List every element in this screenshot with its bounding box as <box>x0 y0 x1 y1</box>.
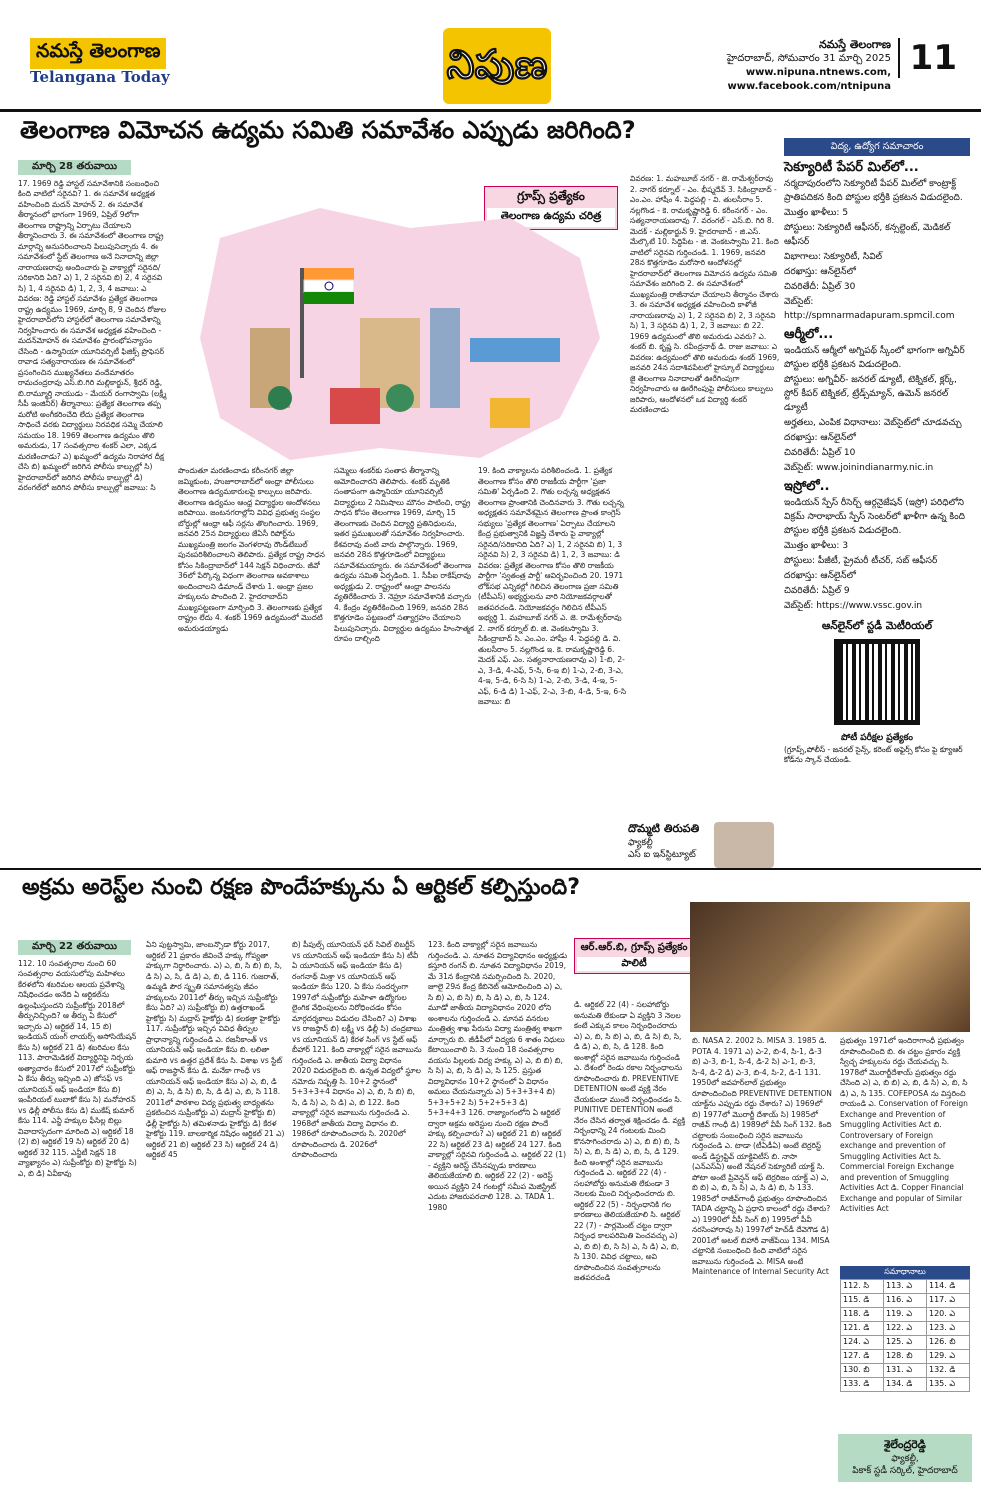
section-text: ఇండియన్ ఆర్మీలో అగ్నిపథ్ స్కీంలో భాగంగా అగ్నివీర్ పోస్టుల భర్తీకి ప్రకటన విడుదలైంది. <box>784 346 965 370</box>
story1-col2-text: పొందుతూ మరణించాడు కరీంనగర్ జిల్లా జమ్మికుంట, హుజూరాబాద్‌లో ఆంధ్రా పోలీసులు తెలంగాణ ఉద్యమకారులపై కాల్పులు జరిపారు. తెలంగాణ ఉద్యమం ఆంధ్ర విద్యార్థుల ఆందోళనలు జరిపాయి. జంటనగరాల్లోని వివిధ ప్రభుత్వ సంస్థల బోర్డుల్లో ఆంధ్రా ఆఫీ సర్లను తొలగించారు. 1969, జనవరి 25న విద్యార్థులు జేఏసీ రిపోర్ట్‌ను ముఖ్యమంత్రి జలగం వెంగళరావు రౌండ్‌టేబుల్ పునఃపరిశీలించాలని తెలిపారు. ప్రత్యేక రాష్ట్ర సాధన కోసం సికింద్రాబాద్‌లో 144 సెక్షన్ విధించారు. జీవో 36లో పేర్కొన్న విధంగా తెలంగాణ అవకాశాలు అందించాలని డిమాండ్ చేశారు 1. ఆంధ్రా ప్రజల హక్కులను పొందింది 2. హైదరాబాద్‌ని ముఖ్యపట్టణంగా మార్చింది 3. తెలంగాణకు ప్రత్యేక రాష్ట్రం లేదు 4. శంకర్ 1969 ఉద్యమంలో మొదటి అమరుడయ్యాడు <box>178 466 325 633</box>
list-item: చివరితేదీ: ఏప్రిల్ 9 <box>784 586 850 596</box>
story1-col5-text: వివరణ: 1. మహబూబ్ నగర్ - జె. రామేశ్వర్‌రావు 2. నాగర్ కర్నూల్ - ఎం. భీష్మదేవ్ 3. సికింద్రాబాద్ - ఎం.ఎం. హాషీం 4. పెద్దపల్లి - వి. తులసీరాం 5. నల్లగొండ - కె. రామకృష్ణారెడ్డి 6. కరీంనగర్ - ఎం. సత్యనారాయణరావు 7. వరంగల్ - ఎస్.బి. గిరి 8. మెదక్ - మల్లికార్జున్ 9. హైదరాబాద్ - జి.ఎస్. మేల్కొటే 10. సిద్దిపేట - జి. వెంకటస్వామి 21. కింది వాటిలో సరైనవి గుర్తించండి. 1. 1969, జనవరి 28న కొత్తగూడెం మరోసారి ఆందోళనల్లో హైదరాబాద్‌లో తెలంగాణ విమోచన ఉద్యమ సమితి సమావేశం జరిగింది 2. ఈ సమావేశంలో ముఖ్యమంత్రి రాజీనామా చేయాలని తీర్మానం చేశారు 3. ఈ సమావేశ అధ్యక్షత వహించింది కాళోజీ నారాయణరావు ఎ) 1, 2 సరైనవి బి) 2, 3 సరైనవి సి) 1, 3 సరైనవి డి) 1, 2, 3 జవాబు: బి 22. 1969 ఉద్యమంలో తొలి అమరుడు ఎవరు? ఎ. శంకర్ బి. కృష్ణ సి. రవీంద్రనాథ్ డి. రాజు జవాబు: ఎ వివరణ: ఉద్యమంలో తొలి అమరుడు శంకర్ 1969, జనవరి 24న సదాశివపేటలో హైస్కూల్ విద్యార్థులు జై తెలంగాణ నినాదాలతో ఊరేగింపుగా నిర్వహించారు ఆ ఊరేగింపుపై పోలీసులు కాల్పులు జరిపారు, ఆందోళనలో ఒక విద్యార్థి శంకర్ మరణించాడు <box>630 174 780 414</box>
section-title-army: ఆర్మీలో... <box>784 327 834 342</box>
table-cell: 131. ఎ <box>884 1364 927 1378</box>
table-cell: 134. డి <box>884 1378 927 1392</box>
story1-column-1 <box>18 160 168 860</box>
story2-col3-text: బి) పీపుల్స్ యూనియన్ ఫర్ సివిల్ లిబర్టీస్ vs యూనియన్ ఆఫ్ ఇండియా కేసు సి) టీవీ ఏ యూనియన్ ఆఫ్ ఇండియా కేసు డి) రంగనాథ్ మిశ్రా vs యూనియన్ ఆఫ్ ఇండియా కేసు 120. ఏ కేసు సందర్భంగా 1997లో సుప్రీంకోర్టు మహిళా ఉద్యోగుల లైంగిక వేధింపులను నిరోధించడం కోసం మార్గదర్శకాలు విడుదల చేసింది? ఎ) విశాఖ vs రాజస్థాన్ బి) లక్ష్మీ vs ఢిల్లీ సి) చంద్రబాబు vs యూనియన్ డి) కేరళ సింగ్ vs స్టేట్ ఆఫ్ బీహార్ 121. కింది వాక్యాల్లో సరైన జవాబును గుర్తించండి ఎ. జాతీయ విద్యా విధానం 2020 విడుదలైంది బి. ఉన్నత విద్యలో స్థూల నమోదు నిష్పత్తి సి. 10+2 స్థానంలో 5+3+3+4 విధానం ఎ) ఎ, బి, సి బి) బి, సి, డి సి) ఎ, సి డి) ఎ, బి 122. కింది వాక్యాల్లో సరైన జవాబును గుర్తించండి ఎ. 1968లో జాతీయ విద్యా విధానం బి. 1986లో రూపొందించారు సి. 2020లో రూపొందించారు డి. 2026లో రూపొందించారు <box>292 940 422 1159</box>
sidebar-heading: విద్య, ఉద్యోగ సమాచారం <box>784 138 970 156</box>
table-cell: 125. ఎ <box>884 1336 927 1350</box>
story2-column-7 <box>840 1036 970 1260</box>
table-cell: 120. ఎ <box>927 1308 970 1322</box>
table-cell: 112. సి <box>841 1280 884 1294</box>
section-title-isro: ఇస్రోలో.. <box>784 479 830 494</box>
author-name: శైలేంద్రరెడ్డి <box>884 1438 926 1451</box>
story1-column-2 <box>178 466 328 860</box>
story2-column-3 <box>292 940 422 1495</box>
table-cell: 135. ఎ <box>927 1378 970 1392</box>
exam-special-label: పోటీ పరీక్షల ప్రత్యేకం <box>841 733 913 743</box>
story1-col3-text: సమ్మెలు శంకర్‌కు సంతాప తీర్మానాన్ని ఆమోదించారని తెలిపారు. శంకర్ మృతికి సంతాపంగా ఉస్మానియా యూనివర్సిటీ విద్యార్థులు 2 నిమిషాలు మౌనం పాటించి, రాష్ట్ర సాధన కోసం తెలంగాణ 1969, మార్చి 15 తెలంగాణకు చెందిన విద్యార్థి ప్రతినిధులను, ఇతర ప్రముఖులతో సమావేశం నిర్వహించారు. కేశవరావు వంటి వారు పాల్గొన్నారు. 1969, జనవరి 28న కొత్తగూడెంలో విద్యార్థులు సమావేశమయ్యారు. ఈ సమావేశంలో తెలంగాణ ఉద్యమ సమితి ఏర్పడింది. 1. సీపీఐ రాకేష్‌రావు అధ్యక్షుడు 2. రాష్ట్రంలో ఆంధ్రా పాలనను వ్యతిరేకించారు 3. నెహ్రూ సమావేశానికి వచ్చారు 4. కేంద్రం వ్యతిరేకించింది 1969, జనవరి 28న కొత్తగూడెం పట్టణంలో సత్యాగ్రహం చేయాలని పిలుపునిచ్చారు. విద్యార్థుల ఉద్యమం హింసాత్మక రూపం దాల్చింది <box>334 466 474 643</box>
table-cell: 119. ఎ <box>884 1308 927 1322</box>
list-item: చివరితేదీ: ఏప్రిల్ 30 <box>784 282 856 292</box>
nipuna-logo: నిపుణ <box>443 28 551 104</box>
story2-column-1 <box>18 940 138 1495</box>
story2-column-4 <box>428 940 568 1495</box>
badge-subtitle: పాలిటీ <box>577 957 691 971</box>
table-cell: 126. బి <box>927 1336 970 1350</box>
author-role: ఫ్యాకల్టీ, <box>891 1454 919 1464</box>
section-isro <box>784 496 970 613</box>
story2-column-2 <box>146 940 286 1495</box>
table-row <box>841 1308 970 1322</box>
story1-col4-text: 19. కింది వాక్యాలను పరిశీలించండి. 1. ప్రత్యేక తెలంగాణ కోసం తొలి రాజకీయ పార్టీగా 'ప్రజా సమితి' ఏర్పడింది 2. గౌతు లచ్చన్న అధ్యక్షతన తెలంగాణ ప్రాంతానికి చెందినవారు 3. గౌతు లచ్చన్న అధ్యక్షతన సమావేశమైన తెలంగాణ ప్రాంత కాంగ్రెస్ సభ్యులు 'ప్రత్యేక తెలంగాణ' ఏర్పాటు చేయాలని కేంద్ర ప్రభుత్వానికి విజ్ఞప్తి చేశారు పై వాక్యాల్లో సరైనది/సరికానిది ఏది? ఎ) 1, 2 సరైనవి బి) 1, 3 సరైనవి సి) 2, 3 సరైనవి డి) 1, 2, 3 జవాబు: డి వివరణ: ప్రత్యేక తెలంగాణ కోసం తొలి రాజకీయ పార్టీగా 'స్వతంత్ర పార్టీ' ఆవిర్భవించింది 20. 1971 లోక్‌సభ ఎన్నికల్లో గెలిచిన తెలంగాణ ప్రజా సమితి (టీపీఎస్) అభ్యర్థులను వారి నియోజకవర్గాలతో జతపరచండి. నియోజకవర్గం గెలిచిన టీపీఎస్ అభ్యర్థి 1. మహబూబ్ నగర్ ఎ. జె. రామేశ్వర్‌రావు 2. నాగర్ కర్నూల్ బి. జి. వెంకటస్వామి 3. సికింద్రాబాద్ సి. ఎం.ఎం. హాషీం 4. పెద్దపల్లి డి. వి. తులసీరాం 5. నల్లగొండ ఇ. కె. రామకృష్ణారెడ్డి 6. మెదక్ ఎఫ్. ఎం. సత్యనారాయణరావు ఎ) 1-బి, 2-ఎ, 3-డి, 4-ఎఫ్, 5-సి, 6-ఇ బి) 1-ఎ, 2-బి, 3-ఎ, 4-ఇ, 5-డి, 6-సి సి) 1-ఎ, 2-బి, 3-డి, 4-ఇ, 5-ఎఫ్, 6-డి డి) 1-ఎఫ్, 2-ఎ, 3-బి, 4-డి, 5-ఇ, 6-సి జవాబు: బి <box>478 466 627 706</box>
story2-column-5 <box>574 1000 686 1495</box>
table-row <box>841 1350 970 1364</box>
table-cell: 132. డి <box>927 1364 970 1378</box>
table-cell: 129. ఎ <box>927 1350 970 1364</box>
story2-col5-text: డి. ఆర్టికల్ 22 (4) - సలహాబోర్డు అనుమతి లేకుండా ఏ వ్యక్తిని 3 నెలల కంటే ఎక్కువ కాలం నిర్బంధించరాదు ఎ) ఎ, బి, సి బి) ఎ, బి, డి సి) బి, సి, డి డి) ఎ, బి, సి, డి 128. కింది అంశాల్లో సరైన జవాబును గుర్తించండి ఎ. దేశంలో రెండు రకాల నిర్బంధాలను రూపొందించారు బి. PREVENTIVE DETENTION అంటే వ్యక్తి నేరం చేయకుండా ముందే నిర్బంధించడం సి. PUNITIVE DETENTION అంటే నేరం చేసిన తర్వాత శిక్షించడం డి. వ్యక్తి నిర్బంధాన్ని 24 గంటలకు మించి కొనసాగించరాదు ఎ) ఎ, బి బి) బి, సి సి) ఎ, బి, సి డి) ఎ, బి, సి, డి 129. కింది అంశాల్లో సరైన జవాబును గుర్తించండి ఎ. ఆర్టికల్ 22 (4) - సలహాబోర్డు అనుమతి లేకుండా 3 నెలలకు మించి నిర్బంధించరాదు బి. ఆర్టికల్ 22 (5) - నిర్బంధానికి గల కారణాలు తెలియజేయాలి సి. ఆర్టికల్ 22 (7) - పార్లమెంట్ చట్టం ద్వారా నిర్బంధ కాలపరిమితి పెంచవచ్చు ఎ) ఎ, బి బి) బి, సి సి) ఎ, సి డి) ఎ, బి, సి 130. వివిధ చట్టాలు, అవి రూపొందించిన సంవత్సరాలను జతపరచండి <box>574 1000 686 1282</box>
story2-headline: అక్రమ అరెస్ట్‌ల నుంచి రక్షణ పొందేహక్కును ఏ ఆర్టికల్ కల్పిస్తుంది? <box>22 875 580 900</box>
table-row <box>841 1322 970 1336</box>
story2-col4-text: 123. కింది వాక్యాల్లో సరైన జవాబును గుర్తించండి. ఎ. నూతన విద్యావిధానం అధ్యక్షుడు కస్తూరి రంగన్ బి. నూతన విద్యావిధానం 2019, మే 31న కేంద్రానికి సమర్పించింది సి. 2020, జూలై 29న కేంద్ర కేబినెట్ ఆమోదించింది ఎ) ఎ, సి బి) ఎ, బి సి) బి, సి డి) ఎ, బి, సి 124. మూడో జాతీయ విద్యావిధానం 2020 లోని అంశాలను గుర్తించండి ఎ. మానవ వనరుల మంత్రిత్వ శాఖ పేరును విద్యా మంత్రిత్వ శాఖగా మార్చారు బి. జీడీపీలో విద్యకు 6 శాతం నిధులు కేటాయించాలి సి. 3 నుంచి 18 సంవత్సరాల వయసు పిల్లలకు విద్య హక్కు ఎ) ఎ, బి బి) బి, సి సి) ఎ, బి, సి డి) ఎ, సి 125. ప్రస్తుత విద్యావిధానం 10+2 స్థానంలో ఏ విధానం అమలు చేయనున్నారు ఎ) 5+3+3+4 బి) 5+3+5+2 సి) 5+2+5+3 డి) 5+3+4+3 126. రాజ్యాంగంలోని ఏ ఆర్టికల్ ద్వారా అక్రమ అరెస్టుల నుంచి రక్షణ పొందే హక్కు కల్పించారు? ఎ) ఆర్టికల్ 21 బి) ఆర్టికల్ 22 సి) ఆర్టికల్ 23 డి) ఆర్టికల్ 24 127. కింది వాక్యాల్లో సరైనవి గుర్తించండి ఎ. ఆర్టికల్ 22 (1) - వ్యక్తిని అరెస్ట్ చేసినప్పుడు కారణాలు తెలియజేయాలి బి. ఆర్టికల్ 22 (2) - అరెస్ట్ అయిన వ్యక్తిని 24 గంటల్లో సమీప మెజిస్ట్రేట్ ఎదుట హాజరుపరచాలి 128. ఎ. TADA 1. 1980 <box>428 940 568 1212</box>
author2-byline <box>838 1434 972 1482</box>
table-cell: 127. డి <box>841 1350 884 1364</box>
section-army <box>784 344 970 475</box>
qr-code-icon[interactable] <box>834 639 920 725</box>
page-number: 11 <box>898 38 957 78</box>
list-item: అర్హతలు, ఎంపిక విధానాలు: వెబ్‌సైట్‌లో చూడవచ్చు <box>784 418 962 428</box>
table-cell: 117. ఎ <box>927 1294 970 1308</box>
masthead-date: హైదరాబాద్, సోమవారం 31 మార్చి 2025 <box>726 53 891 64</box>
table-cell: 118. డి <box>841 1308 884 1322</box>
list-item: దరఖాస్తు: ఆన్‌లైన్‌లో <box>784 571 856 581</box>
story1-headline: తెలంగాణ విమోచన ఉద్యమ సమితి సమావేశం ఎప్పుడు జరిగింది? <box>20 116 636 144</box>
list-item: దరఖాస్తు: ఆన్‌లైన్‌లో <box>784 267 856 277</box>
list-item: మొత్తం ఖాళీలు: 3 <box>784 541 849 551</box>
section-spmcil <box>784 177 970 323</box>
telangana-illustration <box>180 198 610 468</box>
section-divider <box>0 868 981 870</box>
badge-subtitle: తెలంగాణ ఉద్యమ చరిత్ర <box>487 208 615 227</box>
story1-column-3 <box>334 466 474 860</box>
online-material-title: ఆన్‌లైన్‌లో స్టడీ మెటీరియల్ <box>821 620 933 632</box>
gavel-scales-image <box>690 902 970 1032</box>
table-cell: 113. ఎ <box>884 1280 927 1294</box>
paper-name-english: Telangana Today <box>30 68 170 86</box>
author-photo <box>714 822 774 868</box>
table-cell: 130. బి <box>841 1364 884 1378</box>
story1-column-5 <box>630 174 780 818</box>
list-item: దరఖాస్తు: ఆన్‌లైన్‌లో <box>784 433 856 443</box>
story2-column-6 <box>692 1036 832 1495</box>
table-cell: 133. డి <box>841 1378 884 1392</box>
qr-note: (గ్రూప్స్,పోలీస్ - జనరల్ సైన్స్, కరెంట్ అఫైర్స్ కోసం పై క్యూఆర్ కోడ్‌ను స్కాన్ చేయండి. <box>784 745 963 764</box>
table-cell: 121. డి <box>841 1322 884 1336</box>
story1-column-4 <box>478 466 628 860</box>
section-text: ఇండియన్ స్పేస్ రీసెర్చ్ ఆర్గనైజేషన్ (ఇస్రో) పరిధిలోని విక్రమ్ సారాభాయ్ స్పేస్ సెంటర్‌లో ఖాళీగా ఉన్న కింది పోస్టుల భర్తీకి ప్రకటన విడుదలైంది. <box>784 498 965 536</box>
masthead-paper: నమస్తే తెలంగాణ <box>818 38 891 51</box>
table-cell: 116. ఎ <box>884 1294 927 1308</box>
story2-col7-text: ప్రభుత్వం 1971లో ఇందిరాగాంధీ ప్రభుత్వం రూపొందించింది బి. ఈ చట్టం ప్రకారం వ్యక్తి స్వేచ్ఛ హక్కులను రద్దు చేయవచ్చు సి. 1978లో మొరార్జీదేశాయ్ ప్రభుత్వం రద్దు చేసింది ఎ) ఎ, బి బి) ఎ, బి, డి సి) ఎ, బి, సి డి) ఎ, సి 135. COFEPOSA ను విస్తరించి రాయండి ఎ. Conservation of Foreign Exchange and Prevention of Smuggling Activities Act బి. Controversary of Foreign exchange and prevention of Smuggling Activities Act సి. Commercial Foreign Exchange and prevention of Smuggling Activities Act డి. Copper Financial Exchange and popular of Similar Activities Act <box>840 1036 968 1213</box>
table-cell: 114. డి <box>927 1280 970 1294</box>
answers-heading: సమాధానాలు <box>840 1266 970 1279</box>
answers-table <box>840 1266 970 1392</box>
author-role: ఫ్యాకల్టీ <box>628 838 653 848</box>
list-item: చివరితేదీ: ఏప్రిల్ 10 <box>784 448 856 458</box>
table-cell: 128. బి <box>884 1350 927 1364</box>
table-cell: 124. ఎ <box>841 1336 884 1350</box>
story2-col2-text: ఏని పుట్టస్వామి, జాంబన్సొడా కోర్టు 2017, ఆర్టికల్ 21 ప్రకారం జీవించే హక్కు గోప్యతా హక్కుగా నిర్ధారించారు. ఎ) ఎ, బి, సి బి) బి, సి, డి సి) ఎ, సి, డి డి) ఎ, బి, డి 116. గుజరాత్, ఉమ్మడి పౌర స్మృతి సమానత్వపు జీవం హక్కులను 2011లో తీర్పు ఇచ్చిన సుప్రీంకోర్టు కేసు ఏది? ఎ) సుప్రీంకోర్టు బి) ఉత్తరాఖండ్ హైకోర్టు సి) మద్రాస్ హైకోర్టు డి) కలకత్తా హైకోర్టు 117. సుప్రీంకోర్టు ఇచ్చిన వివిధ తీర్పుల ప్రాధాన్యాన్ని గుర్తించండి ఎ. రజనీకాంత్ vs యూనియన్ ఆఫ్ ఇండియా కేసు బి. లలితా కుమారి vs ఉత్తర ప్రదేశ్ కేసు సి. విశాఖ vs స్టేట్ ఆఫ్ రాజస్థాన్ కేసు డి. మనేకా గాంధీ vs యూనియన్ ఆఫ్ ఇండియా కేసు ఎ) ఎ, బి, డి బి) ఎ, సి, డి సి) బి, సి, డి డి) ఎ, బి, సి 118. 2011లో పాఠశాల విద్య ప్రభుత్వ బాధ్యతను ప్రకటించిన సుప్రీంకోర్టు ఎ) మద్రాస్ హైకోర్టు బి) ఢిల్లీ హైకోర్టు సి) తమిళనాడు హైకోర్టు డి) కేరళ హైకోర్టు 119. బాలకార్మిక నిషేధం ఆర్టికల్ 21 ఎ) ఆర్టికల్ 21 బి) ఆర్టికల్ 23 సి) ఆర్టికల్ 24 డి) ఆర్టికల్ 45 <box>146 940 285 1159</box>
table-cell: 122. ఎ <box>884 1322 927 1336</box>
list-item: పోస్టులు: పీజీటీ, ప్రైమరీ టీచర్, సబ్ ఆఫీసర్ <box>784 556 938 566</box>
list-item: మొత్తం ఖాళీలు: 5 <box>784 208 849 218</box>
list-item: విభాగాలు: సెక్యూరిటీ, సివిల్ <box>784 252 882 262</box>
author-name: దొమ్మటి తిరుపతి <box>628 822 700 835</box>
rrb-groups-badge <box>574 938 694 974</box>
continuation-tag: మార్చి 28 తరువాయి <box>18 160 131 175</box>
story2-col6-text: బి. NASA 2. 2002 సి. MISA 3. 1985 డి. POTA 4. 1971 ఎ) ఎ-2, బి-4, సి-1, డి-3 బి) ఎ-3, బి-1, సి-4, డి-2 సి) ఎ-1, బి-3, సి-4, డి-2 డి) ఎ-3, బి-4, సి-2, డి-1 131. 1950లో జవహర్‌లాల్ ప్రభుత్వం రూపొందించింది PREVENTIVE DETENTION యాక్ట్‌ను ఎప్పుడు రద్దు చేశారు? ఎ) 1969లో బి) 1977లో మొరార్జీ దేశాయ్ సి) 1985లో రాజీవ్ గాంధీ డి) 1989లో వీపీ సింగ్ 132. కింది చట్టాలకు సంబంధించి సరైన జవాబును గుర్తించండి ఎ. టాడా (టీఏడీఏ) అంటే టెర్రరిస్ట్ అండ్ డిస్ట్రప్టివ్ యాక్టివిటీస్ బి. నాసా (ఎన్‌ఎస్‌ఏ) అంటే నేషనల్ సెక్యూరిటీ యాక్ట్ సి. పోటా అంటే ప్రివెన్షన్ ఆఫ్ టెర్రరిజం యాక్ట్ ఎ) ఎ, బి బి) ఎ, బి, సి సి) ఎ, సి డి) బి, సి 133. 1985లో రాజీవ్‌గాంధీ ప్రభుత్వం రూపొందించిన TADA చట్టాన్ని ఏ ప్రధాని కాలంలో రద్దు చేశారు? ఎ) 1990లో వీపీ సింగ్ బి) 1995లో పీవీ నరసింహారావు సి) 1997లో హెచ్‌డీ దేవెగౌడ డి) 2001లో అటల్ బిహారీ వాజ్‌పేయి 134. MISA చట్టానికి సంబంధించి కింది వాటిలో సరైన జవాబును గుర్తించండి ఎ. MISA అంటే Maintenance of Internal Security Act <box>692 1036 832 1276</box>
table-cell: 115. డి <box>841 1294 884 1308</box>
story1-col1-text: 17. 1969 రెడ్డి హాస్టల్ సమావేశానికి సంబంధించి కింది వాటిలో సరైనవి? 1. ఈ సమావేశ అధ్యక్షత వహించింది మదన్ మోహన్ 2. ఈ సమావేశ తీర్మానంలో భాగంగా 1969, ఏప్రిల్ 9లోగా తెలంగాణ రాష్ట్రాన్ని ఏర్పాటు చేయాలని తీర్మానించారు 3. ఈ సమావేశంలో తెలంగాణ రాష్ట్ర మార్గాన్ని అనుసరించాలని పిలుపునిచ్చారు 4. ఈ సమావేశంలో స్టేట్ తెలంగాణ అనే నినాదాన్ని జిల్లా నారాయణరావు అందించారు పై వాక్యాల్లో సరైనది/సరికానిది ఏది? ఎ) 1, 2 సరైనవి బి) 2, 4 సరైనవి సి) 1, 4 సరైనవి డి) 1, 2, 3, 4 జవాబు: ఎ వివరణ: రెడ్డి హాస్టల్ సమావేశం ప్రత్యేక తెలంగాణ రాష్ట్ర ఉద్యమం 1969, మార్చి 8, 9 చెందిన రోజుల హైదరాబాద్‌లోని హాస్టల్‌లో తెలంగాణ సమావేశాన్ని నిర్వహించారు ఈ సమావేశ అధ్యక్షత వహించింది - మదన్‌మోహన్ ఈ సమావేశం ప్రారంభోపన్యాసం చేసింది - ఉస్మానియా యూనివర్సిటీ ఫిజిక్స్ ప్రొఫెసర్ రావాడ సత్యనారాయణ ఈ సమావేశంలో ప్రసంగించిన ముఖ్యనేతలు వందేమాతరం రామచంద్రరావు ఎస్.బి.గిరి మల్లికార్జున్, శ్రీధర్ రెడ్డి, బి.రామ్మూర్తి నాయుడు - మేయర్ రంగాస్వామి (లక్ష్మీ సీపీ ఇంజినీర్) తీర్మానాలు: ప్రత్యేక తెలంగాణ తప్ప మరోటి అంగీకరించేది లేదు ప్రత్యేక తెలంగాణ సాధించే వరకు విద్యార్థులు నిరవధిక సమ్మె చేయాలి సమయం 18. 1969 తెలంగాణ ఉద్యమం తొలి అమరుడు, 17 సంవత్సరాల శంకర్ ఎలా, ఎక్కడ మరణించాడు? ఎ) ఖమ్మంలో ఉద్యమ నిరాహార దీక్ష చేసి బి) ఖమ్మంలో జరిగిన పోలీసు కాల్పుల్లో సి) హైదరాబాద్‌లో జరిగిన పోలీసు కాల్పుల్లో డి) వరంగల్‌లో జరిగిన పోలీసు కాల్పుల్లో జవాబు: సి <box>18 178 167 492</box>
table-cell: 123. ఎ <box>927 1322 970 1336</box>
table-row <box>841 1294 970 1308</box>
section-text: నర్మదాపురంలోని సెక్యూరిటీ పేపర్ మిల్‌లో కాంట్రాక్ట్ ప్రాతిపదికన కింది పోస్టుల భర్తీకి ప్రకటన విడుదలైంది. <box>784 179 963 203</box>
badge-title: ఆర్.ఆర్.బి, గ్రూప్స్ ప్రత్యేకం <box>580 942 688 953</box>
masthead-facebook[interactable]: www.facebook.com/ntnipuna <box>727 81 891 92</box>
table-row <box>841 1364 970 1378</box>
table-row <box>841 1336 970 1350</box>
badge-title: గ్రూప్స్ ప్రత్యేకం <box>517 189 585 203</box>
author-org: ఎస్ ఐ ఇన్‌స్టిట్యూట్ <box>628 850 696 860</box>
author-org: పికాక్ స్టడీ సర్కిల్, హైదరాబాద్ <box>852 1466 958 1476</box>
section-title-spmcil: సెక్యూరిటీ పేపర్ మిల్‌లో... <box>784 160 919 175</box>
list-item: పోస్టులు: అగ్నివీర్- జనరల్ డ్యూటీ, టెక్నికల్, క్లర్క్, స్టోర్ కీపర్ టెక్నికల్, ట్రేడ్స్‌మ్యాన్, ఉమెన్ జనరల్ డ్యూటీ <box>784 375 957 413</box>
masthead <box>0 0 981 112</box>
masthead-web[interactable]: www.nipuna.ntnews.com, <box>745 67 891 78</box>
website-link[interactable]: వెబ్‌సైట్: http://spmnarmadapuram.spmcil.com <box>784 297 955 321</box>
continuation-tag: మార్చి 22 తరువాయి <box>18 940 131 955</box>
table-row <box>841 1378 970 1392</box>
masthead-info <box>727 38 891 94</box>
website-link[interactable]: వెబ్‌సైట్: https://www.vssc.gov.in <box>784 601 923 611</box>
paper-name: నమస్తే తెలంగాణ <box>30 38 166 69</box>
story2-col1-text: 112. 10 సంవత్సరాల నుంచి 60 సంవత్సరాల వయసులోపు మహిళలు కేరళలోని శబరిమల ఆలయ ప్రవేశాన్ని నిషేధించడం అనేది ఏ ఆర్టికల్‌ను ఉల్లంఘిస్తుందని సుప్రీంకోర్టు 2018లో తీర్పునిచ్చింది? ఆ తీర్పు ఏ కేసులో ఇచ్చారు ఎ) ఆర్టికల్ 14, 15 బి) ఇండియన్ యంగ్ లాయర్స్ అసోసియేషన్ కేసు సి) ఆర్టికల్ 21 డి) శబరిమల కేసు 113. పారామెడికల్ విద్యార్థినిపై నిర్భయ అత్యాచారం కేసులో 2017లో సుప్రీంకోర్టు ఏ కేసు తీర్పు ఇచ్చింది ఎ) జోసఫ్ vs యూనియన్ ఆఫ్ ఇండియా కేసు బి) ఇంపీరియల్ టుబాకో కేసు సి) మనోహరన్ vs ఢిల్లీ పోలీసు కేసు డి) ముకేష్ కుమార్ కేసు 114. ఎన్జీ హక్కుల ఫీసిల్ల బిల్లు వివాదాస్పదంగా మారింది ఎ) ఆర్టికల్ 18 (2) బి) ఆర్టికల్ 19 సి) ఆర్టికల్ 20 డి) ఆర్టికల్ 32 115. ఎన్జీటీ సెక్షన్ 18 వ్యాఖ్యానం ఎ) సుప్రీంకోర్టు బి) హైకోర్టు సి) ఎ, బి డి) ఏవీకావు <box>18 958 137 1178</box>
jobs-sidebar <box>784 138 970 868</box>
website-link[interactable]: వెబ్‌సైట్: www.joinindianarmy.nic.in <box>784 463 934 473</box>
table-row <box>841 1280 970 1294</box>
list-item: పోస్టులు: సెక్యూరిటీ ఆఫీసర్, కన్సల్టెంట్, మెడికల్ ఆఫీసర్ <box>784 223 951 247</box>
